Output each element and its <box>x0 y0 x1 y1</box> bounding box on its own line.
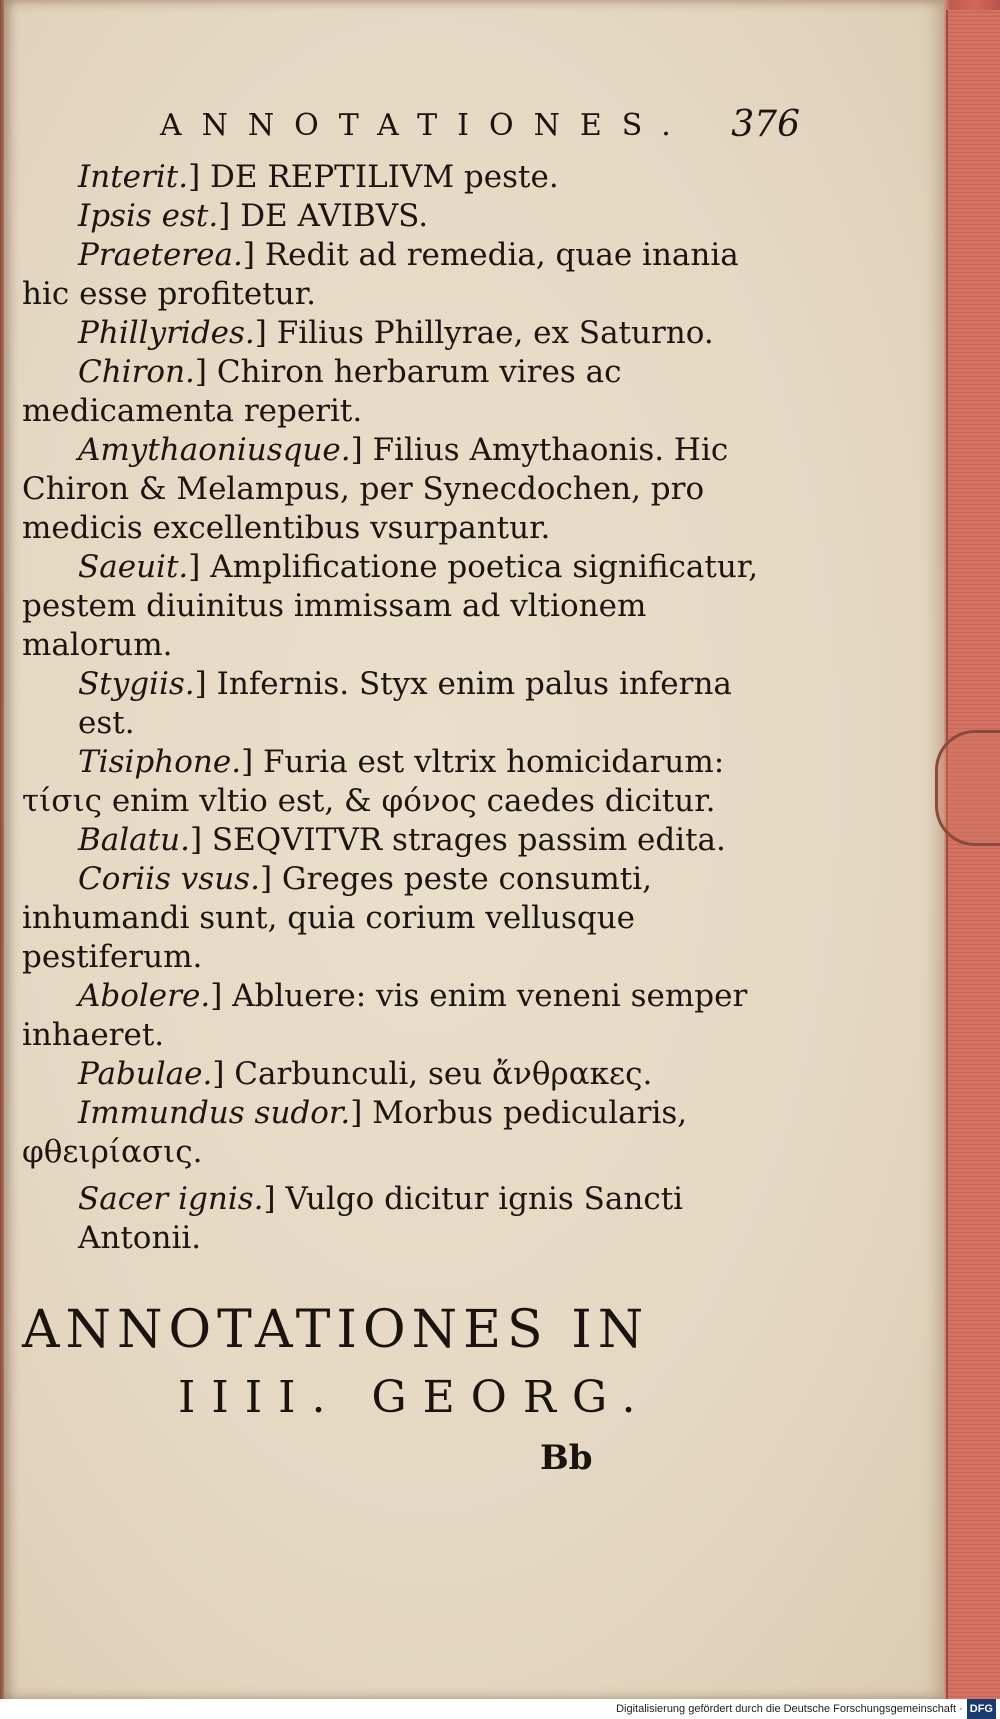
lemma: Interit. <box>78 159 189 195</box>
gloss: ] DE AVIBVS. <box>218 198 429 234</box>
lemma: Saeuit. <box>78 549 189 585</box>
page-number: 376 <box>731 104 800 145</box>
annotation-entry <box>22 743 792 821</box>
digitization-footer <box>0 1699 1000 1719</box>
lemma: Pabulae. <box>78 1056 213 1092</box>
lemma: Amythaoniusque. <box>78 432 351 468</box>
annotation-entry <box>22 821 792 860</box>
gloss: ] Filius Phillyrae, ex Saturno. <box>254 315 714 351</box>
running-head-title: ANNOTATIONES. <box>160 108 691 143</box>
gloss: ] Amplificatione poetica significatur, pestem diuinitus immissam ad vltionem malorum. <box>22 549 759 663</box>
gloss: ] Filius Amythaonis. Hic Chiron & Melampus, per Synecdochen, pro medicis excellentibus vsurpantur. <box>22 432 729 546</box>
lemma: Tisiphone. <box>78 744 242 780</box>
annotation-entry <box>22 158 792 197</box>
book-clasp <box>935 730 1000 846</box>
annotation-entry <box>22 431 792 548</box>
gloss: ] Infernis. Styx enim palus inferna est. <box>78 666 732 741</box>
lemma: Praeterea. <box>78 237 243 273</box>
lemma: Immundus sudor. <box>78 1095 351 1131</box>
lemma: Coriis vsus. <box>78 861 260 897</box>
annotation-entry <box>22 1094 792 1172</box>
dfg-logo-badge: DFG <box>967 1699 996 1719</box>
lemma: Balatu. <box>78 822 190 858</box>
section-title-line2: IIII. GEORG. <box>178 1372 652 1423</box>
footer-text: Digitalisierung gefördert durch die Deutsche Forschungsgemeinschaft · <box>616 1703 963 1715</box>
gloss: ] Vulgo dicitur ignis Sancti Antonii. <box>78 1181 684 1256</box>
gloss: ] Chiron herbarum vires ac medicamenta reperit. <box>22 354 622 429</box>
lemma: Sacer ignis. <box>78 1181 264 1217</box>
gloss: ] Furia est vltrix homicidarum: τίσις enim vltio est, & φόνος caedes dicitur. <box>22 744 725 819</box>
running-head <box>160 104 800 152</box>
gloss: ] Redit ad remedia, quae inania hic esse profitetur. <box>22 237 739 312</box>
annotation-entry <box>22 353 792 431</box>
annotation-entry <box>22 1055 792 1094</box>
gloss: ] DE REPTILIVM peste. <box>188 159 559 195</box>
annotation-entry <box>22 1180 792 1258</box>
lemma: Phillyrides. <box>78 315 255 351</box>
annotation-entry <box>22 977 792 1055</box>
lemma: Abolere. <box>78 978 211 1014</box>
gloss: ] Carbunculi, seu ἄνθρακες. <box>212 1056 653 1092</box>
lemma: Chiron. <box>78 354 195 390</box>
lemma: Stygiis. <box>78 666 195 702</box>
gloss: ] SEQVITVR strages passim edita. <box>189 822 726 858</box>
annotation-list <box>22 158 792 1258</box>
gloss: ] Greges peste consumti, inhumandi sunt, quia corium vellusque pestiferum. <box>22 861 653 975</box>
lemma: Ipsis est. <box>78 198 219 234</box>
signature-mark: Bb <box>540 1438 593 1478</box>
annotation-entry <box>22 665 792 743</box>
annotation-entry <box>22 860 792 977</box>
annotation-entry <box>22 314 792 353</box>
annotation-entry <box>22 236 792 314</box>
gloss: ] Morbus pedicularis, φθειρίασις. <box>22 1095 688 1170</box>
section-title-line1: ANNOTATIONES IN <box>22 1300 650 1360</box>
red-page-edge <box>946 10 1000 1700</box>
gloss: ] Abluere: vis enim veneni semper inhaeret. <box>22 978 748 1053</box>
annotation-entry <box>22 197 792 236</box>
annotation-entry <box>22 548 792 665</box>
